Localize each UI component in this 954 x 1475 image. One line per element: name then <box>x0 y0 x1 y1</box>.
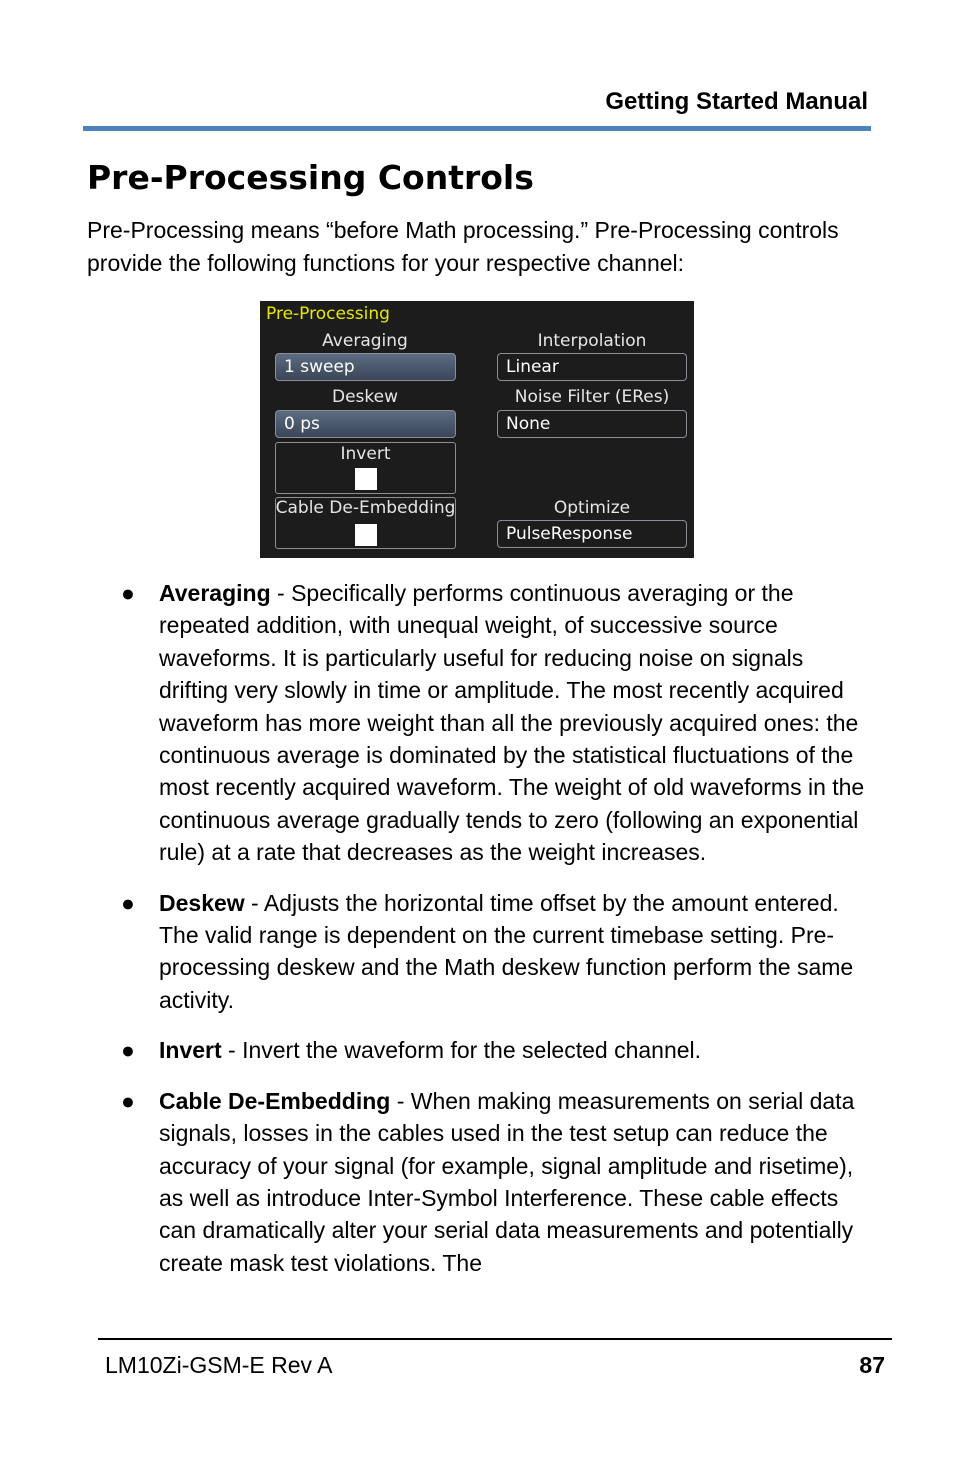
bullet-text: - Invert the waveform for the selected channel. <box>221 1037 702 1064</box>
cable-de-embedding-checkbox[interactable] <box>355 524 377 546</box>
deskew-field[interactable]: 0 ps <box>275 410 456 438</box>
bullet-list <box>118 577 878 1297</box>
list-item <box>118 1085 878 1279</box>
running-head: Getting Started Manual <box>605 88 868 115</box>
cable-de-embedding-label: Cable De-Embedding <box>275 498 456 518</box>
list-item <box>118 887 878 1017</box>
averaging-field[interactable]: 1 sweep <box>275 353 456 381</box>
interpolation-label: Interpolation <box>537 331 647 351</box>
bullet-text: - When making measurements on serial data signals, losses in the cables used in the test setup can reduce the accuracy of your signal (for example, signal amplitude and risetime), as well as introduce Inter-Symbol Interference. These cable effects can dramatically alter your serial data measurements and potentially create mask test violations. The <box>159 1087 855 1276</box>
bullet-icon: ● <box>121 580 135 606</box>
panel-title: Pre-Processing <box>266 304 390 324</box>
bullet-icon: ● <box>121 889 135 916</box>
interpolation-field[interactable]: Linear <box>497 353 687 381</box>
bullet-term: Invert <box>159 1037 222 1064</box>
footer-rule <box>98 1338 892 1340</box>
intro-paragraph: Pre-Processing means “before Math processing.” Pre-Processing controls provide the following functions for your respective channel: <box>87 217 839 276</box>
optimize-label: Optimize <box>553 498 631 518</box>
bullet-icon: ● <box>121 1087 135 1114</box>
bullet-text: - Specifically performs continuous averaging or the repeated addition, with unequal weight, of successive source waveforms. It is particularly useful for reducing noise on signals drifting very slowly in time or amplitude. The most recently acquired waveform has more weight than all the previously acquired ones: the continuous average is dominated by the statistical fluctuations of the most recently acquired waveform. The weight of old waveforms in the continuous average gradually tends to zero (following an exponential rule) at a rate that decreases as the weight increases. <box>159 580 865 866</box>
noise-filter-field[interactable]: None <box>497 410 687 438</box>
optimize-field[interactable]: PulseResponse <box>497 520 687 548</box>
bullet-term: Averaging <box>159 580 271 606</box>
averaging-label: Averaging <box>322 331 408 351</box>
invert-checkbox[interactable] <box>355 468 377 490</box>
bullet-term: Cable De-Embedding <box>159 1087 391 1114</box>
section-title: Pre-Processing Controls <box>87 158 534 197</box>
invert-label: Invert <box>340 444 391 464</box>
bullet-text: - Adjusts the horizontal time offset by the amount entered. The valid range is dependent on the current timebase setting. Pre-processing deskew and the Math deskew function perform the same activity. <box>159 889 854 1013</box>
list-item <box>118 1034 878 1066</box>
noise-filter-label: Noise Filter (ERes) <box>514 387 670 407</box>
list-item <box>118 577 878 869</box>
pre-processing-panel <box>260 301 694 558</box>
bullet-icon: ● <box>121 1037 135 1064</box>
footer-doc-id: LM10Zi-GSM-E Rev A <box>105 1352 333 1378</box>
bullet-term: Deskew <box>159 889 245 916</box>
page-number: 87 <box>859 1352 885 1378</box>
deskew-label: Deskew <box>331 387 398 407</box>
header-rule <box>83 126 871 131</box>
